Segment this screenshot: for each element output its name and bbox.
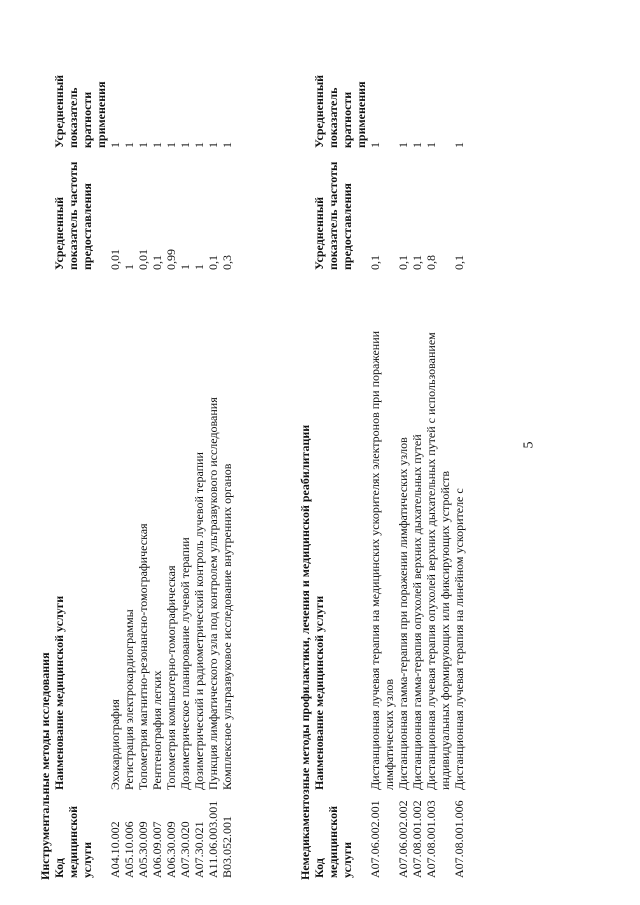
cell-name: Дозиметрический и радиометрический контроль лучевой терапии bbox=[192, 452, 206, 790]
section-title: Инструментальные методы исследования bbox=[38, 652, 52, 880]
table-row bbox=[136, 30, 150, 880]
cell-name: Комплексное ультразвуковое исследование внутренних органов bbox=[220, 463, 234, 790]
cell-frequency: 0,01 bbox=[108, 249, 122, 270]
header-code: Код медицинской услуги bbox=[312, 805, 354, 878]
header-multiplicity: Усредненный показатель кратности применения bbox=[52, 74, 108, 148]
cell-multiplicity: 1 bbox=[410, 142, 424, 148]
cell-multiplicity: 1 bbox=[424, 142, 438, 148]
header-multiplicity: Усредненный показатель кратности применения bbox=[312, 74, 368, 148]
cell-frequency: 0,1 bbox=[368, 255, 382, 270]
cell-frequency: 1 bbox=[192, 264, 206, 270]
cell-multiplicity: 1 bbox=[178, 142, 192, 148]
cell-multiplicity: 1 bbox=[150, 142, 164, 148]
cell-name: Регистрация электрокардиограммы bbox=[122, 609, 136, 790]
page-number: 5 bbox=[521, 441, 537, 449]
table-row bbox=[452, 30, 466, 880]
cell-name: Дистанционная гамма-терапия опухолей верхних дыхательных путей bbox=[410, 434, 424, 790]
table-row bbox=[396, 30, 410, 880]
cell-multiplicity: 1 bbox=[192, 142, 206, 148]
table-row bbox=[410, 30, 424, 880]
table-row bbox=[206, 30, 220, 880]
cell-multiplicity: 1 bbox=[452, 142, 466, 148]
table-row bbox=[178, 30, 192, 880]
table-row bbox=[220, 30, 234, 880]
cell-frequency: 0,99 bbox=[164, 249, 178, 270]
cell-frequency: 0,1 bbox=[150, 255, 164, 270]
services-table bbox=[52, 30, 234, 880]
cell-code: A07.08.001.003 bbox=[424, 800, 438, 878]
cell-frequency: 0,3 bbox=[220, 255, 234, 270]
header-frequency: Усредненный показатель частоты предоставления bbox=[52, 161, 94, 270]
section-non-drug-methods bbox=[298, 30, 466, 880]
header-code: Код медицинской услуги bbox=[52, 805, 94, 878]
cell-code: A05.10.006 bbox=[122, 821, 136, 878]
cell-multiplicity: 1 bbox=[164, 142, 178, 148]
cell-code: A06.09.007 bbox=[150, 821, 164, 878]
cell-multiplicity: 1 bbox=[220, 142, 234, 148]
rotated-document-sheet bbox=[30, 30, 620, 880]
cell-frequency: 0,1 bbox=[206, 255, 220, 270]
cell-code: A07.06.002.001 bbox=[368, 800, 382, 878]
cell-code: A07.30.021 bbox=[192, 821, 206, 878]
cell-name: Пункция лимфатического узла под контролем ультразвукового исследования bbox=[206, 397, 220, 790]
table-row bbox=[122, 30, 136, 880]
cell-code: A07.06.002.002 bbox=[396, 800, 410, 878]
cell-multiplicity: 1 bbox=[136, 142, 150, 148]
cell-code: A05.30.009 bbox=[136, 821, 150, 878]
cell-code: A07.30.020 bbox=[178, 821, 192, 878]
table-header-row bbox=[52, 30, 108, 880]
cell-code: B03.052.001 bbox=[220, 815, 234, 878]
cell-multiplicity: 1 bbox=[368, 142, 382, 148]
cell-name: Топометрия компьютерно-томографическая bbox=[164, 565, 178, 790]
table-row bbox=[150, 30, 164, 880]
cell-frequency: 0,1 bbox=[410, 255, 424, 270]
cell-frequency: 1 bbox=[178, 264, 192, 270]
cell-name: Дистанционная лучевая терапия опухолей верхних дыхательных путей с использованием индивидуальных формирующих или фиксирующих устройств bbox=[424, 332, 452, 790]
table-row bbox=[368, 30, 396, 880]
cell-multiplicity: 1 bbox=[206, 142, 220, 148]
cell-frequency: 1 bbox=[122, 264, 136, 270]
cell-multiplicity: 1 bbox=[396, 142, 410, 148]
cell-frequency: 0,01 bbox=[136, 249, 150, 270]
table-row bbox=[108, 30, 122, 880]
table-row bbox=[424, 30, 452, 880]
header-name: Наименование медицинской услуги bbox=[52, 595, 66, 790]
cell-frequency: 0,1 bbox=[396, 255, 410, 270]
services-table bbox=[312, 30, 466, 880]
header-name: Наименование медицинской услуги bbox=[312, 595, 326, 790]
cell-name: Дозиметрическое планирование лучевой терапии bbox=[178, 537, 192, 790]
cell-code: A11.06.003.001 bbox=[206, 800, 220, 878]
cell-name: Дистанционная гамма-терапия при поражении лимфатических узлов bbox=[396, 437, 410, 790]
table-header-row bbox=[312, 30, 368, 880]
header-frequency: Усредненный показатель частоты предоставления bbox=[312, 161, 354, 270]
cell-name: Дистанционная лучевая терапия на линейном ускорителе с bbox=[452, 488, 466, 790]
cell-name: Рентгенография легких bbox=[150, 670, 164, 790]
table-row bbox=[164, 30, 178, 880]
cell-frequency: 0,1 bbox=[452, 255, 466, 270]
cell-multiplicity: 1 bbox=[122, 142, 136, 148]
cell-name: Дистанционная лучевая терапия на медицинских ускорителях электронов при поражении лимфатических узлов bbox=[368, 330, 396, 790]
cell-code: A04.10.002 bbox=[108, 821, 122, 878]
table-row bbox=[192, 30, 206, 880]
section-instrumental-methods bbox=[38, 30, 234, 880]
cell-code: A07.08.001.002 bbox=[410, 800, 424, 878]
cell-name: Эхокардиография bbox=[108, 699, 122, 790]
cell-frequency: 0,8 bbox=[424, 255, 438, 270]
section-title: Немедикаментозные методы профилактики, лечения и медицинской реабилитации bbox=[298, 424, 312, 880]
cell-name: Топометрия магнитно-резонансно-томографическая bbox=[136, 523, 150, 790]
cell-code: A06.30.009 bbox=[164, 821, 178, 878]
cell-code: A07.08.001.006 bbox=[452, 800, 466, 878]
cell-multiplicity: 1 bbox=[108, 142, 122, 148]
